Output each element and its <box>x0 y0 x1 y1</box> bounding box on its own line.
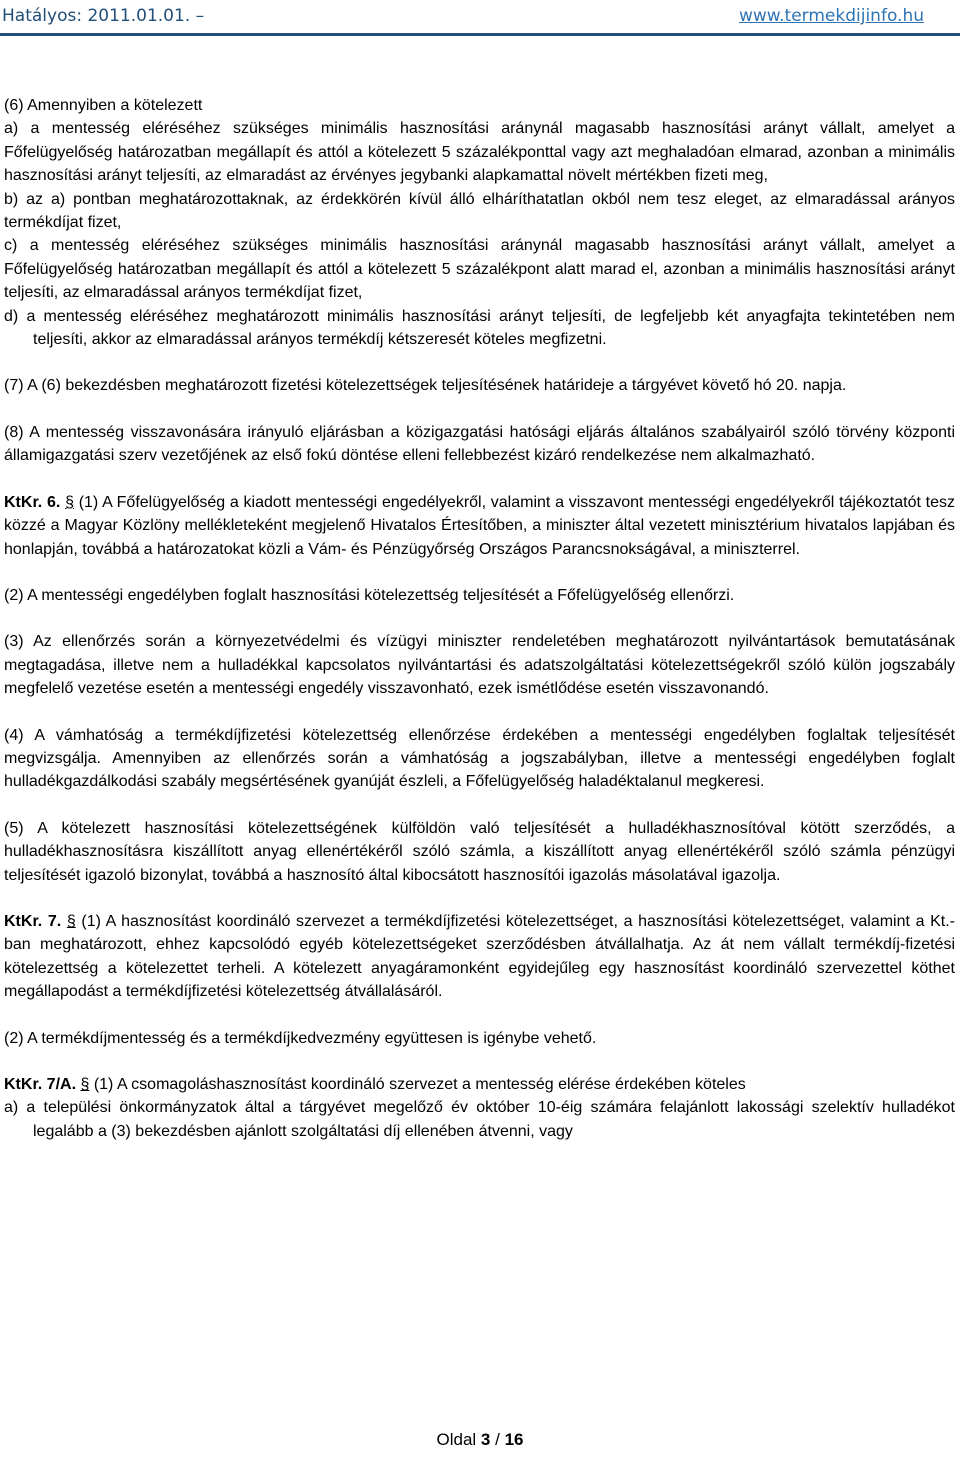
effective-date: Hatályos: 2011.01.01. – <box>2 6 205 26</box>
page-separator: / <box>490 1430 505 1449</box>
header-rule <box>0 33 960 36</box>
ktkr-6-paragraph-4: (4) A vámhatóság a termékdíjfizetési kötelezettség ellenőrzése érdekében a mentességi engedélyben foglaltak teljesítését megvizsgálja. Amennyiben az ellenőrzés során a vámhatóság a jogszabályban, illetve a mentességi engedélyben foglalt hulladékgazdálkodási szabály megsértésének gyanúját észleli, a Főfelügyelőség haladéktalanul megkeresi. <box>4 726 955 791</box>
paragraph-7: (7) A (6) bekezdésben meghatározott fizetési kötelezettségek teljesítésének határideje a tárgyévet követő hó 20. napja. <box>4 377 847 395</box>
document-body <box>4 94 955 1166</box>
paragraph-6-a: a) a mentesség eléréséhez szükséges minimális hasznosítási aránynál magasabb hasznosítási arányt vállalt, amelyet a Főfelügyelőség határozatban megállapít és attól a kötelezett 5 százalékponttal vagy azt meghaladóan elmarad, azonban a minimális hasznosítási arányt teljesíti, az elmaradást az érvényes jegybanki alapkamattal növelt mértékben fizeti meg, <box>4 120 955 185</box>
ktkr-6-paragraph-5: (5) A kötelezett hasznosítási kötelezettségének külföldön való teljesítését a hulladékhasznosítóval kötött szerződés, a hulladékhasznosításra kiszállított anyag ellenértékéről szóló számla, a kiszállított anyag ellenértékéről szóló számla pénzügyi teljesítését igazoló bizonylat, továbbá a hasznosító által kibocsátott hasznosítói igazolás másolatával igazolja. <box>4 819 955 884</box>
paragraph-6-b: b) az a) pontban meghatározottaknak, az érdekkörén kívül álló elháríthatatlan okból nem tesz eleget, az elmaradással arányos termékdíjat fizet, <box>4 190 955 232</box>
ktkr-6-label: KtKr. 6. <box>4 493 61 511</box>
website-link[interactable]: www.termekdijinfo.hu <box>738 6 924 26</box>
ktkr-7a-text-1: (1) A csomagoláshasznosítást koordináló szervezet a mentesség elérése érdekében köteles <box>89 1076 746 1093</box>
page-footer <box>0 1430 960 1450</box>
ktkr-7a-item-a: a) a települési önkormányzatok által a tárgyévet megelőző év október 10-éig számára felajánlott lakossági szelektív hulladékot legalább a (3) bekezdésben ajánlott szolgáltatási díj ellenében átvenni, vagy <box>4 1099 955 1140</box>
ktkr-6-paragraph-2: (2) A mentességi engedélyben foglalt hasznosítási kötelezettség teljesítését a Főfelügyelőség ellenőrzi. <box>4 586 735 604</box>
page-label: Oldal <box>436 1430 481 1449</box>
total-pages: 16 <box>504 1430 524 1449</box>
current-page: 3 <box>480 1430 491 1449</box>
section-sign: § <box>66 912 76 930</box>
paragraph-6-d: d) a mentesség eléréséhez meghatározott minimális hasznosítási arányt teljesíti, de legfeljebb két anyagfajta tekintetében nem teljesíti, akkor az elmaradással arányos termékdíj kétszeresét köteles megfizetni. <box>4 307 955 349</box>
paragraph-6-title: (6) Amennyiben a kötelezett <box>4 97 203 114</box>
ktkr-7a-paragraph-1 <box>4 1073 955 1096</box>
paragraph-6-c: c) a mentesség eléréséhez szükséges minimális hasznosítási aránynál magasabb hasznosítási arányt vállalt, amelyet a Főfelügyelőség határozatban megállapít és attól a kötelezett 5 százalékpont alatt marad el, azonban a minimális hasznosítási arányt teljesíti, az elmaradással arányos termékdíjat fizet, <box>4 237 955 302</box>
ktkr-7-text-1: (1) A hasznosítást koordináló szervezet a termékdíjfizetési kötelezettséget, a hasznosítási kötelezettséget, valamint a Kt.-ban meghatározott, ehhez kapcsolódó egyéb kötelezettségeket szerződésben átvállalhatja. Az át nem vállalt termékdíj-fizetési kötelezettség a kötelezettet terheli. A kötelezett anyagáramonként egyidejűleg egy hasznosítást koordináló szervezettel köthet megállapodást a termékdíjfizetési kötelezettség átvállalásáról. <box>4 912 956 1001</box>
paragraph-8: (8) A mentesség visszavonására irányuló eljárásban a közigazgatási hatósági eljárás általános szabályairól szóló törvény központi államigazgatási szerv vezetőjének az első fokú döntése elleni fellebbezést kizáró rendelkezése nem alkalmazható. <box>4 423 955 465</box>
ktkr-6-paragraph-1 <box>4 491 955 561</box>
ktkr-7-paragraph-2: (2) A termékdíjmentesség és a termékdíjkedvezmény együttesen is igénybe vehető. <box>4 1029 597 1047</box>
ktkr-7-label: KtKr. 7. <box>4 912 62 930</box>
section-sign: § <box>80 1076 90 1093</box>
ktkr-7-paragraph-1 <box>4 910 955 1004</box>
ktkr-6-paragraph-3: (3) Az ellenőrzés során a környezetvédelmi és vízügyi miniszter rendeletében meghatározott nyilvántartások bemutatásának megtagadása, illetve nem a hulladékkal kapcsolatos nyilvántartási és adatszolgáltatási kötelezettségekről szóló külön jogszabály megfelelő vezetése esetén a mentességi engedély visszavonható, ezek ismétlődése esetén visszavonandó. <box>4 633 955 698</box>
ktkr-7a-label: KtKr. 7/A. <box>4 1076 77 1093</box>
page-header <box>0 0 960 40</box>
ktkr-6-text-1: (1) A Főfelügyelőség a kiadott mentességi engedélyekről, valamint a visszavont mentességi engedélyekről tájékoztatót tesz közzé a Magyar Közlöny mellékleteként megjelenő Hivatalos Értesítőben, a miniszter által vezetett minisztérium hivatalos lapjában és honlapján, továbbá a határozatokat közli a Vám- és Pénzügyőrség Országos Parancsnokságával, a miniszterrel. <box>4 493 955 558</box>
section-sign: § <box>65 493 74 511</box>
